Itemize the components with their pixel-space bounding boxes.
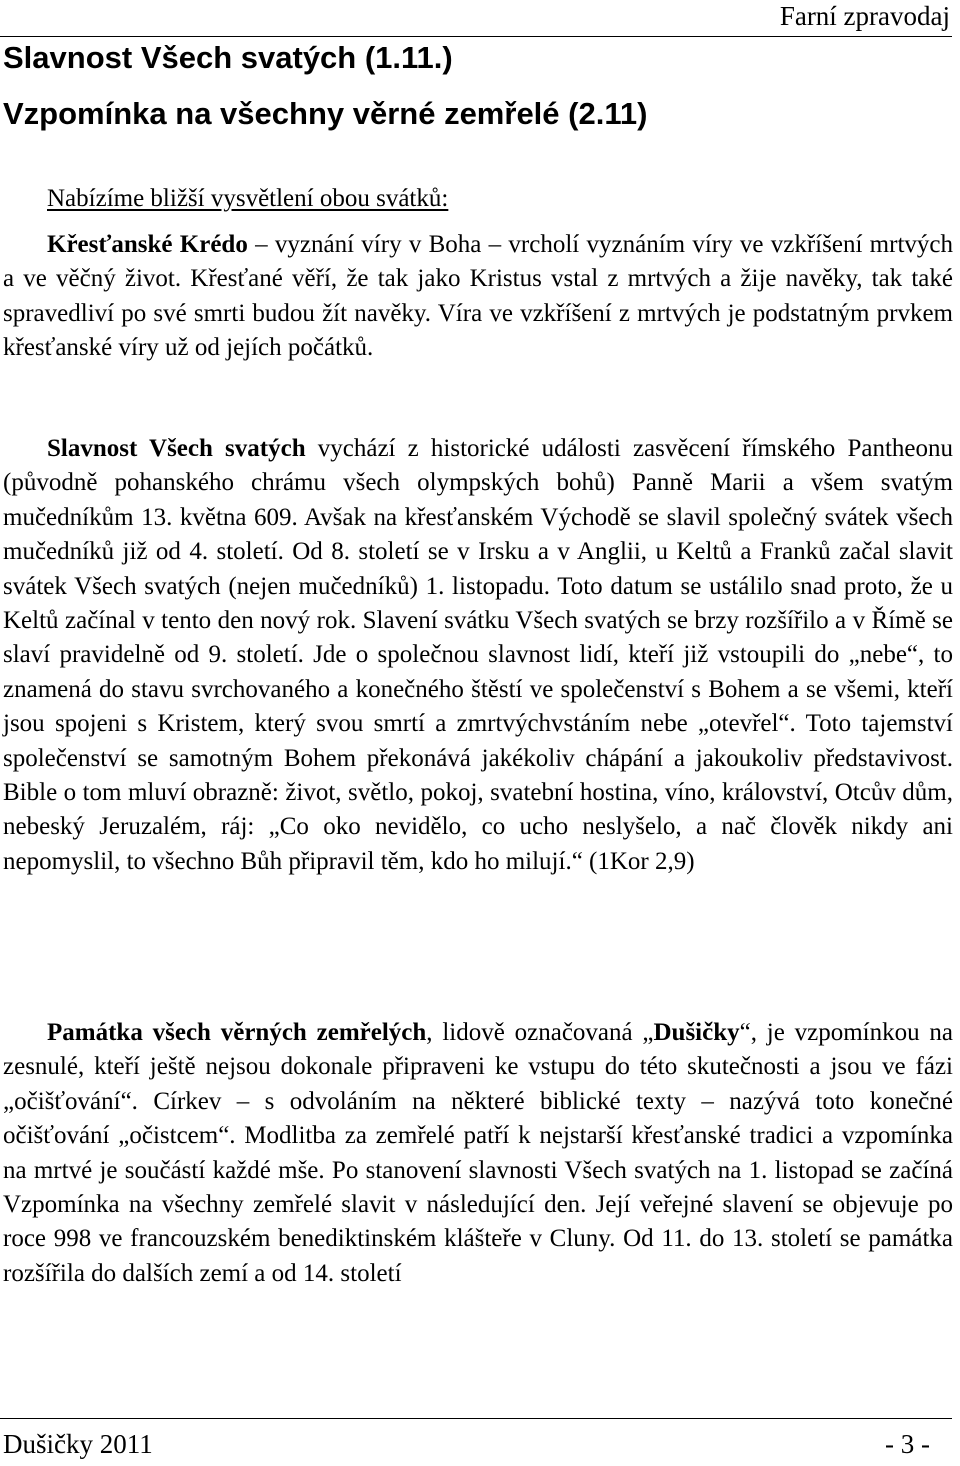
paragraph-all-souls (3, 1016, 953, 1291)
paragraph-all-saints-lead: Slavnost Všech svatých (47, 435, 306, 462)
header-rule (0, 36, 952, 37)
footer-rule (0, 1418, 952, 1419)
intro-heading: Nabízíme bližší vysvětlení obou svátků: (47, 185, 449, 212)
paragraph-all-souls-text-1: , lidově označovaná „ (426, 1019, 654, 1046)
paragraph-credo (3, 228, 953, 366)
footer-issue: Dušičky 2011 (3, 1429, 153, 1459)
paragraph-all-souls-dusicky: Dušičky (653, 1019, 740, 1046)
running-head: Farní zpravodaj (779, 1, 950, 31)
page-number: - 3 - (885, 1429, 930, 1459)
page-title-line-2: Vzpomínka na všechny věrné zemřelé (2.11) (3, 96, 648, 131)
paragraph-all-saints (3, 432, 953, 879)
paragraph-all-souls-text-2: “, je vzpomínkou na zesnulé, kteří ještě nejsou dokonale připraveni ke vstupu do této skutečnosti a jsou ve fázi „očišťování“. Církev – s odvoláním na některé biblické texty – nazývá toto konečné očišťování „očistcem“. Modlitba za zemřelé patří k nejstarší křesťanské tradici a vzpomínka na mrtvé je součástí každé mše. Po stanovení slavnosti Všech svatých na 1. listopad se začíná Vzpomínka na všechny zemřelé slavit v následující den. Její veřejné slavení se objevuje po roce 998 ve francouzském benediktinském klášteře v Cluny. Od 11. do 13. století se památka rozšířila do dalších zemí a od 14. století (3, 1019, 953, 1287)
paragraph-credo-text: – vyznání víry v Boha – vrcholí vyznáním víry ve vzkříšení mrtvých a ve věčný život. Křesťané věří, že tak jako Kristus vstal z mrtvých a žije navěky, tak také spravedliví po své smrti budou žít navěky. Víra ve vzkříšení z mrtvých je podstatným prvkem křesťanské víry už od jejích počátků. (3, 231, 953, 362)
paragraph-all-souls-lead: Památka všech věrných zemřelých (47, 1019, 427, 1046)
paragraph-all-saints-text: vychází z historické události zasvěcení římského Pantheonu (původně pohanského chrámu všech olympských bohů) Panně Marii a všem svatým mučedníkům 13. května 609. Avšak na křesťanském Východě se slavil společný svátek všech mučedníků již od 4. století. Od 8. století se v Irsku a v Anglii, u Keltů a Franků začal slavit svátek Všech svatých (nejen mučedníků) 1. listopadu. Toto datum se ustálilo snad proto, že u Keltů začínal v tento den nový rok. Slavení svátku Všech svatých se brzy rozšířilo a v Římě se slaví pravidelně od 9. století. Jde o společnou slavnost lidí, kteří již vstoupili do „nebe“, to znamená do stavu svrchovaného a konečného štěstí ve společenství s Bohem a se všemi, kteří jsou spojeni s Kristem, který svou smrtí a zmrtvýchvstáním nebe „otevřel“. Toto tajemství společenství se samotným Bohem překonává jakékoliv chápání a jakoukoliv představivost. Bible o tom mluví obrazně: život, světlo, pokoj, svatební hostina, víno, království, Otcův dům, nebeský Jeruzalém, ráj: „Co oko nevidělo, co ucho neslyšelo, a nač člověk nikdy ani nepomyslil, to všechno Bůh připravil těm, kdo ho milují.“ (1Kor 2,9) (3, 435, 953, 875)
paragraph-credo-lead: Křesťanské Krédo (47, 231, 248, 258)
page-title-line-1: Slavnost Všech svatých (1.11.) (3, 40, 453, 75)
